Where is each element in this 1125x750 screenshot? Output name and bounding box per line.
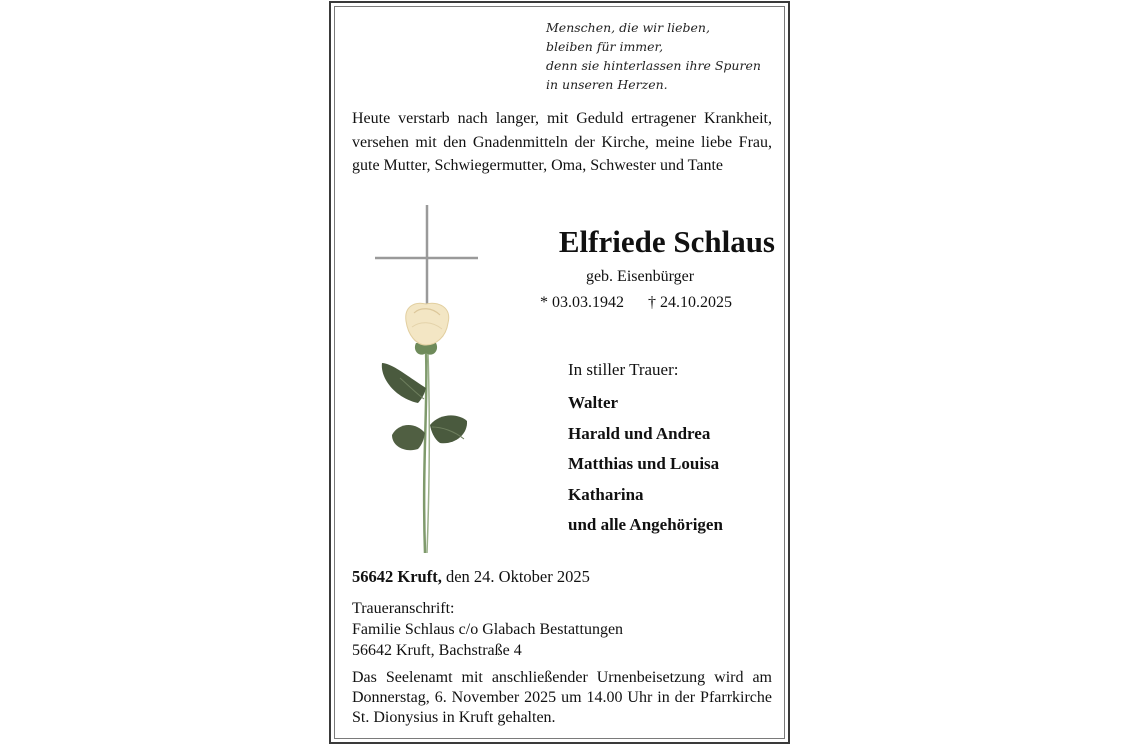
life-dates [540,294,770,312]
cross-and-rose-graphic [370,203,480,558]
intro-text: Heute verstarb nach langer, mit Geduld ertragener Krankheit, versehen mit den Gnadenmitteln der Kirche, meine liebe Frau, gute Mutter, Schwiegermutter, Oma, Schwester und Tante [352,110,772,174]
mourner-name: Katharina [568,484,644,504]
mourning-address [352,598,772,661]
address-line: Familie Schlaus c/o Glabach Bestattungen [352,621,624,638]
service-notice: Das Seelenamt mit anschließender Urnenbeisetzung wird am Donnerstag, 6. November 2025 um 14.00 Uhr in der Pfarrkirche St. Dionysius in Kruft gehalten. [352,669,772,726]
poem-line: bleiben für immer, [546,39,664,54]
birth-date: * 03.03.1942 [540,294,624,311]
poem-line: Menschen, die wir lieben, [546,20,710,35]
mourner-name: Walter [568,393,619,412]
place-and-date [352,567,590,587]
death-date: † 24.10.2025 [648,294,732,311]
address-label: Traueranschrift: [352,600,455,617]
mourners-block [568,358,778,541]
mourner-name: Matthias und Louisa [568,454,720,473]
place: 56642 Kruft, [352,567,442,586]
mourners-heading: In stiller Trauer: [568,360,679,379]
memorial-poem [546,18,786,94]
deceased-name: Elfriede Schlaus [558,224,775,259]
mourner-name: und alle Angehörigen [568,515,723,534]
date: den 24. Oktober 2025 [445,567,590,586]
address-line: 56642 Kruft, Bachstraße 4 [352,642,522,659]
mourner-name: Harald und Andrea [568,423,711,443]
poem-line: in unseren Herzen. [546,77,668,92]
birth-name: geb. Eisenbürger [585,268,695,285]
cross-icon [375,205,478,305]
rose-icon [382,303,467,553]
poem-line: denn sie hinterlassen ihre Spuren [546,58,761,73]
